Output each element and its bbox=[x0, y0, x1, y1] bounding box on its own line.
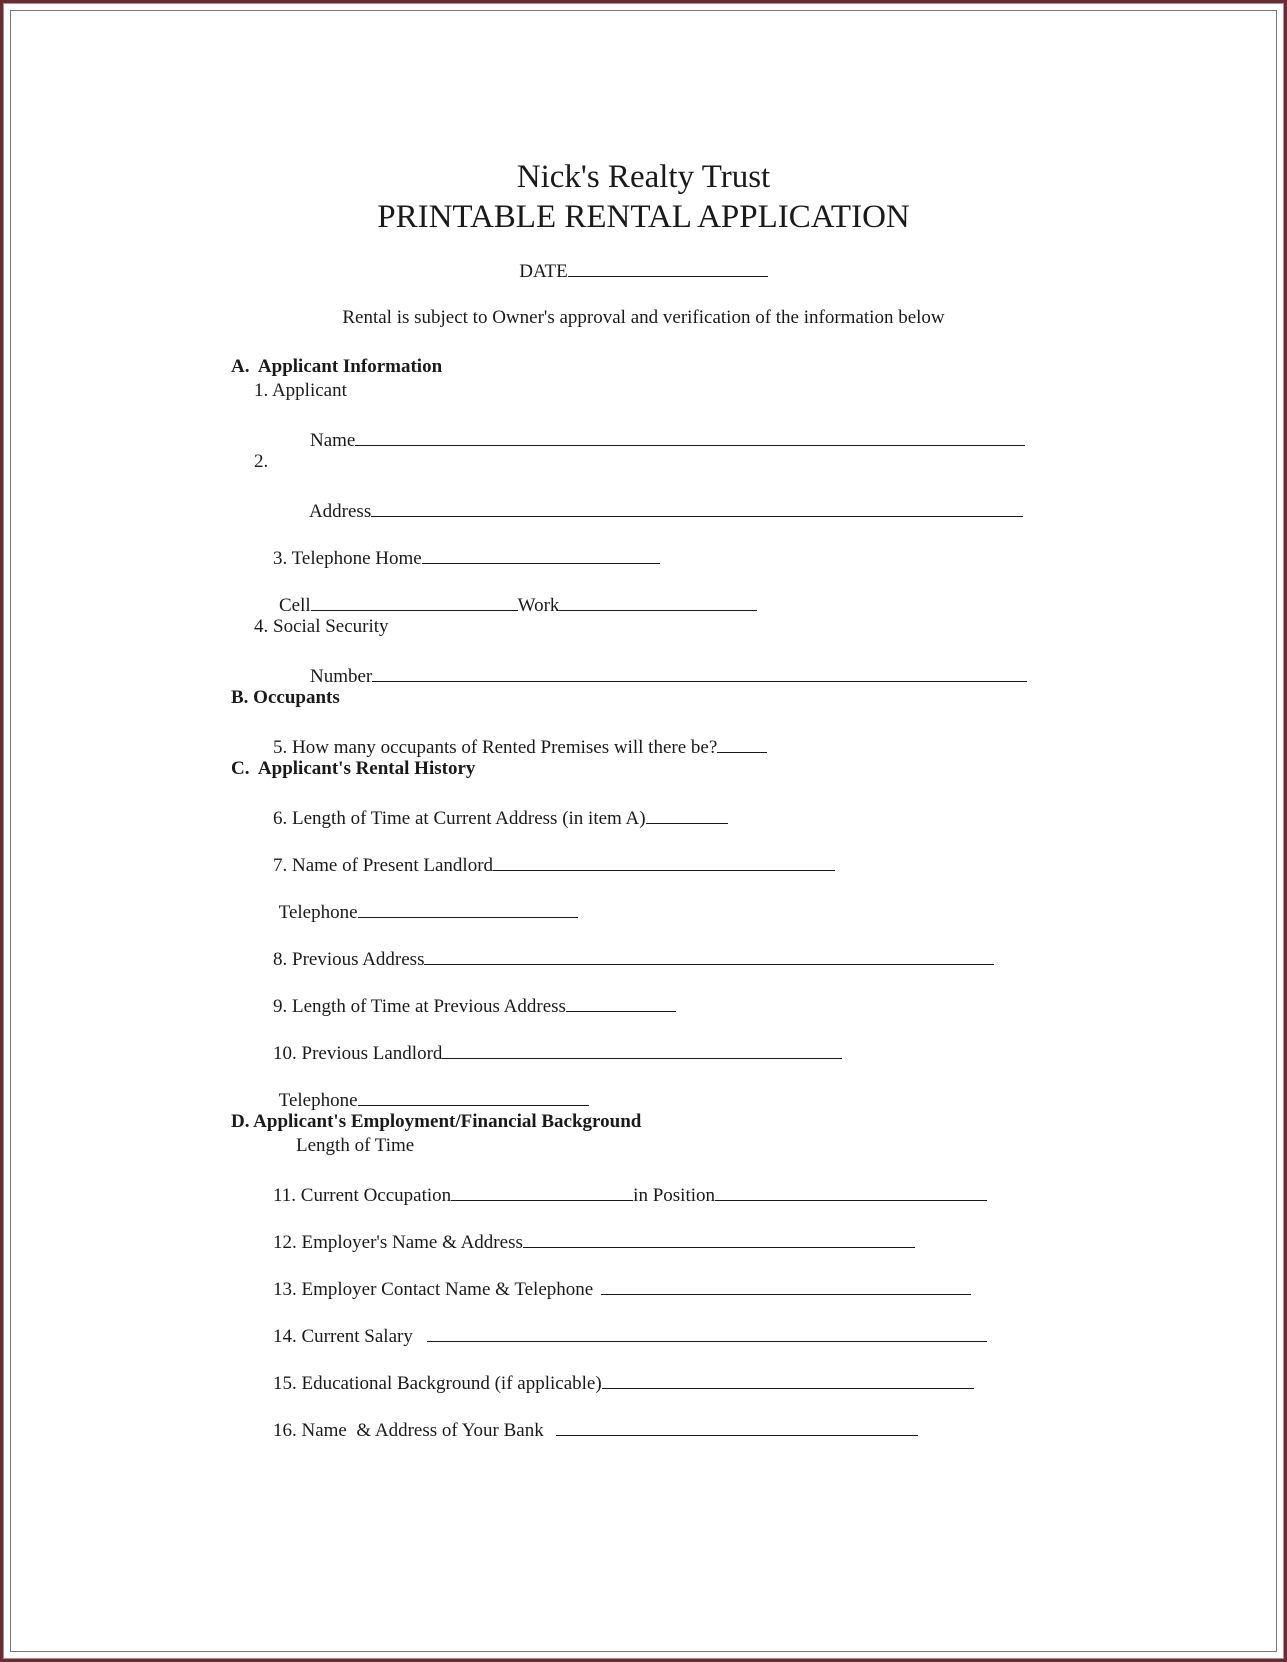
section-b-heading: B. Occupants bbox=[231, 687, 340, 708]
item4-label: 4. Social Security bbox=[254, 616, 389, 637]
in-position-label: in Position bbox=[633, 1185, 715, 1206]
applicant-name-row bbox=[291, 403, 1025, 477]
employer-contact-field[interactable] bbox=[601, 1276, 971, 1295]
occupants-field[interactable] bbox=[717, 734, 767, 753]
present-landlord-label: 7. Name of Present Landlord bbox=[273, 855, 494, 876]
ssn-label: Number bbox=[310, 666, 373, 687]
applicant-name-field[interactable] bbox=[355, 427, 1025, 446]
item1-label: 1. Applicant bbox=[254, 380, 347, 401]
current-occupation-field[interactable] bbox=[451, 1182, 633, 1201]
previous-landlord-label: 10. Previous Landlord bbox=[273, 1043, 443, 1064]
approval-notice: Rental is subject to Owner's approval and verification of the information below bbox=[342, 307, 945, 328]
previous-address-field[interactable] bbox=[424, 946, 994, 965]
current-occupation-label: 11. Current Occupation bbox=[273, 1185, 452, 1206]
length-of-time-label: Length of Time bbox=[296, 1135, 415, 1156]
current-salary-label: 14. Current Salary bbox=[273, 1326, 413, 1347]
education-label: 15. Educational Background (if applicable) bbox=[273, 1373, 602, 1394]
address-field[interactable] bbox=[371, 498, 1023, 517]
address-label: Address bbox=[308, 501, 372, 522]
bank-label: 16. Name & Address of Your Bank bbox=[273, 1420, 544, 1441]
occupants-label: 5. How many occupants of Rented Premises will there be? bbox=[273, 737, 718, 758]
section-a-heading: A. Applicant Information bbox=[231, 356, 443, 377]
employer-name-field[interactable] bbox=[523, 1229, 915, 1248]
telephone-home-field[interactable] bbox=[422, 545, 660, 564]
bank-row bbox=[254, 1393, 918, 1467]
telephone-home-label: 3. Telephone Home bbox=[273, 548, 422, 569]
landlord-telephone-label: Telephone bbox=[278, 902, 358, 923]
education-field[interactable] bbox=[602, 1370, 974, 1389]
previous-landlord-field[interactable] bbox=[442, 1040, 842, 1059]
previous-landlord-telephone-label: Telephone bbox=[278, 1090, 358, 1111]
previous-address-time-field[interactable] bbox=[566, 993, 676, 1012]
current-address-time-field[interactable] bbox=[646, 805, 728, 824]
previous-landlord-telephone-field[interactable] bbox=[358, 1087, 589, 1106]
section-d-heading: D. Applicant's Employment/Financial Background bbox=[231, 1111, 642, 1132]
date-row bbox=[11, 258, 1276, 284]
form-title: PRINTABLE RENTAL APPLICATION bbox=[377, 199, 910, 235]
ssn-row bbox=[291, 639, 1027, 713]
cell-field[interactable] bbox=[311, 592, 518, 611]
current-address-time-label: 6. Length of Time at Current Address (in item A) bbox=[273, 808, 646, 829]
landlord-telephone-field[interactable] bbox=[358, 899, 578, 918]
section-c-heading: C. Applicant's Rental History bbox=[231, 758, 476, 779]
work-field[interactable] bbox=[559, 592, 757, 611]
work-label: Work bbox=[517, 595, 560, 616]
ssn-field[interactable] bbox=[372, 663, 1027, 682]
previous-address-time-label: 9. Length of Time at Previous Address bbox=[273, 996, 566, 1017]
employer-contact-label: 13. Employer Contact Name & Telephone bbox=[273, 1279, 594, 1300]
present-landlord-field[interactable] bbox=[493, 852, 835, 871]
item2-label: 2. bbox=[254, 451, 269, 472]
date-label: DATE bbox=[519, 261, 568, 282]
previous-address-label: 8. Previous Address bbox=[273, 949, 425, 970]
date-field[interactable] bbox=[568, 258, 768, 277]
bank-field[interactable] bbox=[556, 1417, 918, 1436]
name-label: Name bbox=[310, 430, 356, 451]
cell-label: Cell bbox=[279, 595, 311, 616]
company-name: Nick's Realty Trust bbox=[516, 159, 771, 195]
employer-name-label: 12. Employer's Name & Address bbox=[273, 1232, 523, 1253]
in-position-field[interactable] bbox=[715, 1182, 987, 1201]
current-salary-field[interactable] bbox=[427, 1323, 987, 1342]
document-page bbox=[10, 10, 1277, 1652]
